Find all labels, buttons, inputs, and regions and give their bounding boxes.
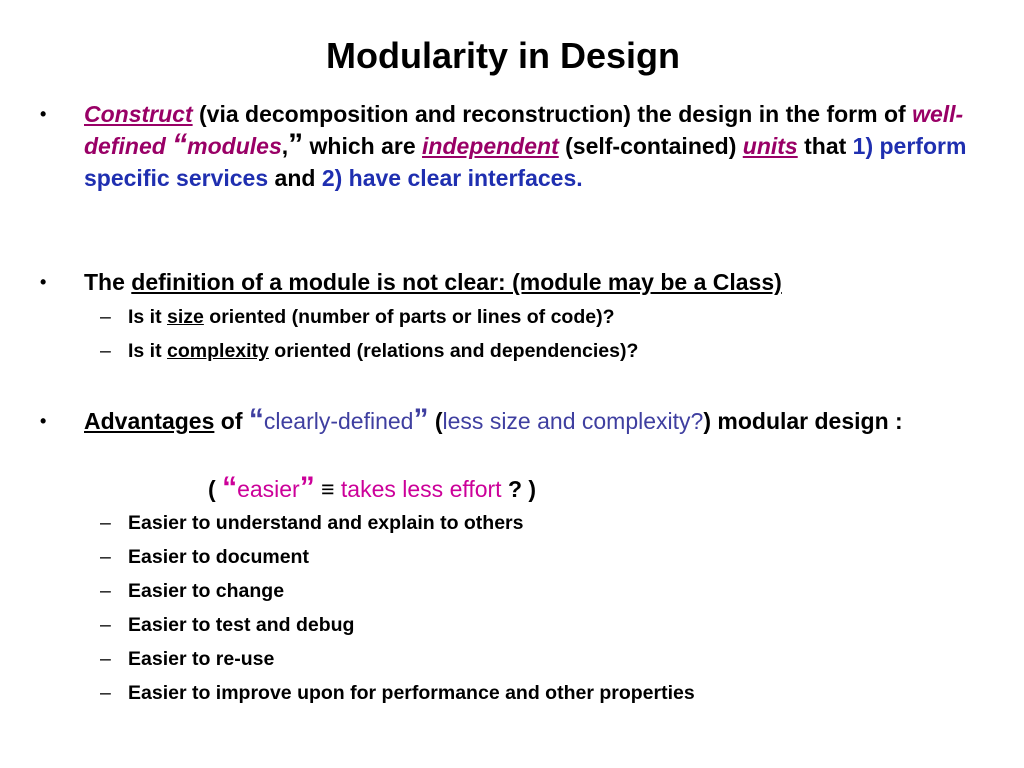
dash-marker: –	[100, 648, 111, 670]
text: (via decomposition and reconstruction) the design in the form of	[192, 101, 913, 127]
bullet-marker: •	[40, 411, 47, 431]
bullet-construct	[40, 98, 1014, 194]
sub-item-size	[100, 304, 1008, 330]
construct-term: Construct	[84, 101, 193, 127]
sub-item-easier-improve	[100, 680, 1008, 706]
text: The	[84, 269, 132, 295]
clear-interfaces-text: 2) have clear interfaces.	[321, 165, 583, 191]
definition-text: definition of a module is not clear: (module may be a Class)	[131, 269, 782, 295]
size-term: size	[167, 306, 204, 328]
slide-title: Modularity in Design	[325, 35, 681, 76]
text: (self-contained)	[558, 133, 743, 159]
dash-marker: –	[100, 614, 111, 636]
text: Is it	[128, 306, 168, 328]
text: oriented (number of parts or lines of code)?	[203, 306, 615, 328]
text: (	[208, 476, 223, 502]
less-size-text: less size and complexity?	[442, 408, 704, 434]
comma: ,	[281, 133, 289, 159]
dash-marker: –	[100, 580, 111, 602]
text: Easier to re-use	[128, 648, 275, 670]
dash-marker: –	[100, 546, 111, 568]
text: which are	[303, 133, 423, 159]
text: modular design :	[711, 408, 903, 434]
text: (	[428, 408, 443, 434]
sub-item-easier-reuse	[100, 646, 1008, 672]
text: Easier to improve upon for performance and other properties	[128, 682, 695, 704]
text: Easier to understand and explain to others	[128, 512, 524, 534]
text: of	[214, 408, 249, 434]
clearly-defined-text: clearly-defined	[263, 408, 414, 434]
text: that	[797, 133, 853, 159]
dash-marker: –	[100, 682, 111, 704]
text: Is it	[128, 340, 168, 362]
equiv-symbol: ≡	[314, 476, 341, 502]
bullet-marker: •	[40, 272, 47, 292]
sub-item-complexity	[100, 338, 1008, 364]
complexity-term: complexity	[167, 340, 269, 362]
well-defined-term: well-defined	[84, 101, 964, 159]
text: )	[703, 408, 711, 434]
text: oriented (relations and dependencies)?	[268, 340, 639, 362]
easier-definition-line	[208, 473, 536, 505]
perform-services-text: 1) perform specific services	[84, 133, 967, 191]
quote-close: ”	[413, 403, 429, 436]
sub-item-easier-change	[100, 578, 1008, 604]
bullet-advantages	[40, 403, 1014, 437]
text: and	[268, 165, 322, 191]
bullet-definition	[40, 266, 1014, 298]
quote-open: “	[248, 403, 264, 436]
quote-open: “	[222, 471, 238, 504]
easier-term: easier	[237, 476, 300, 502]
sub-item-easier-document	[100, 544, 1008, 570]
modules-term: modules	[187, 133, 282, 159]
dash-marker: –	[100, 306, 111, 328]
advantages-term: Advantages	[84, 408, 215, 434]
units-term: units	[742, 133, 798, 159]
quote-open: “	[172, 128, 188, 161]
quote-close: ”	[299, 471, 315, 504]
bullet-marker: •	[40, 104, 47, 124]
less-effort-text: takes less effort	[340, 476, 502, 502]
text: Easier to test and debug	[128, 614, 355, 636]
text: Easier to change	[128, 580, 285, 602]
sub-item-easier-understand	[100, 510, 1008, 536]
independent-term: independent	[422, 133, 559, 159]
text: Easier to document	[128, 546, 309, 568]
quote-close: ”	[288, 128, 304, 161]
dash-marker: –	[100, 340, 111, 362]
sub-item-easier-test	[100, 612, 1008, 638]
dash-marker: –	[100, 512, 111, 534]
text: ? )	[501, 476, 537, 502]
